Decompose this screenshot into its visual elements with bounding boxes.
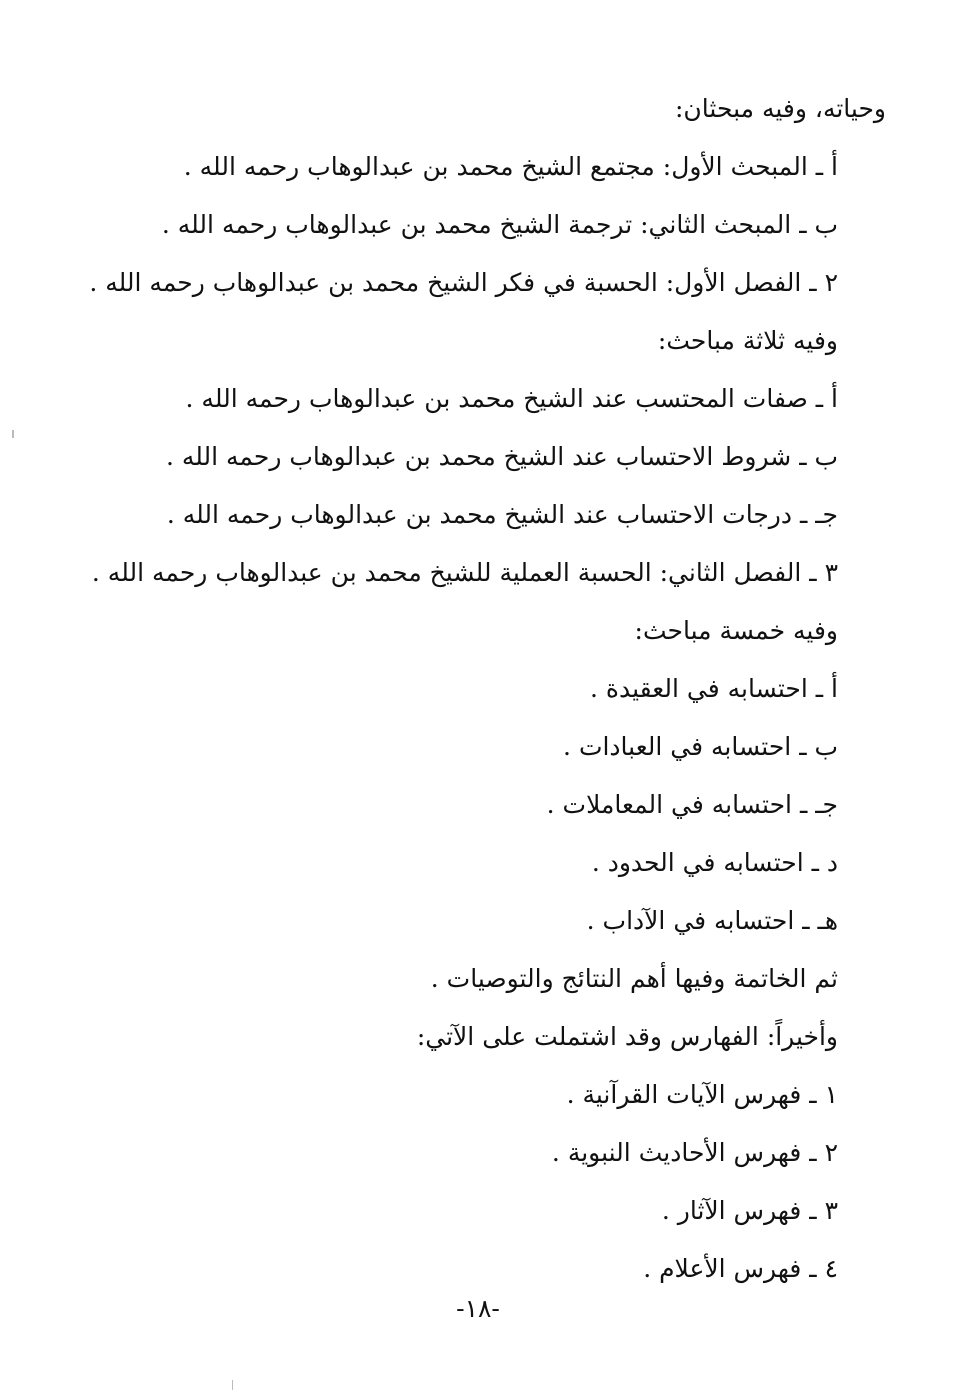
text-line: وفيه ثلاثة مباحث: — [657, 326, 838, 355]
page-number: -١٨- — [456, 1294, 500, 1323]
text-line: ب ـ شروط الاحتساب عند الشيخ محمد بن عبدالوهاب رحمه الله . — [165, 442, 838, 471]
text-line: هـ ـ احتسابه في الآداب . — [586, 906, 838, 935]
text-body — [78, 80, 886, 1298]
text-line: ب ـ المبحث الثاني: ترجمة الشيخ محمد بن عبدالوهاب رحمه الله . — [161, 210, 838, 239]
text-line: ب ـ احتسابه في العبادات . — [563, 732, 838, 761]
text-line: ٣ ـ فهرس الآثار . — [661, 1196, 838, 1225]
text-line: ثم الخاتمة وفيها أهم النتائج والتوصيات . — [430, 964, 838, 993]
text-line: أ ـ صفات المحتسب عند الشيخ محمد بن عبدالوهاب رحمه الله . — [185, 384, 838, 413]
text-line: ٢ ـ الفصل الأول: الحسبة في فكر الشيخ محمد بن عبدالوهاب رحمه الله . — [89, 268, 838, 297]
text-line: وحياته، وفيه مبحثان: — [675, 94, 886, 123]
text-line: وأخيراً: الفهارس وقد اشتملت على الآتي: — [416, 1022, 838, 1051]
text-line: أ ـ المبحث الأول: مجتمع الشيخ محمد بن عبدالوهاب رحمه الله . — [183, 152, 838, 181]
text-line: د ـ احتسابه في الحدود . — [591, 848, 838, 877]
text-line: ٣ ـ الفصل الثاني: الحسبة العملية للشيخ محمد بن عبدالوهاب رحمه الله . — [91, 558, 838, 587]
text-line: ١ ـ فهرس الآيات القرآنية . — [566, 1080, 838, 1109]
text-line: جـ ـ احتسابه في المعاملات . — [546, 790, 838, 819]
text-line: وفيه خمسة مباحث: — [634, 616, 838, 645]
text-line: أ ـ احتسابه في العقيدة . — [590, 674, 838, 703]
scan-mark — [232, 1380, 233, 1390]
text-line: ٢ ـ فهرس الأحاديث النبوية . — [551, 1138, 838, 1167]
text-line: ٤ ـ فهرس الأعلام . — [643, 1254, 838, 1283]
scan-mark — [12, 430, 14, 438]
text-line: جـ ـ درجات الاحتساب عند الشيخ محمد بن عبدالوهاب رحمه الله . — [166, 500, 838, 529]
